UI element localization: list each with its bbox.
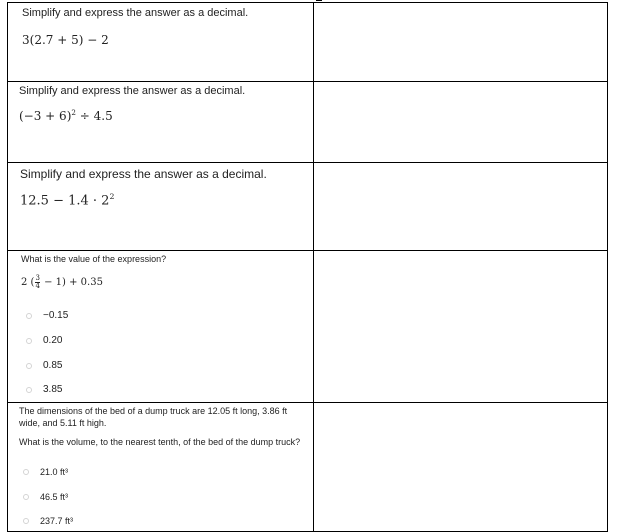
radio-icon[interactable] [26,313,32,319]
answer-cell-2[interactable] [314,82,608,163]
question-prompt: Simplify and express the answer as a decimal. [20,167,267,181]
math-expression: $(-3 + 6)^2 \div 4.5$ [19,108,113,123]
radio-icon[interactable] [23,494,29,500]
question-subprompt: What is the volume, to the nearest tenth, of the bed of the dump truck? [19,437,301,447]
option-c[interactable]: 237.7 ft³ [23,516,73,526]
question-cell-1 [8,3,314,82]
question-cell-2 [8,82,314,163]
radio-icon[interactable] [26,387,32,393]
math-expression: 2 ( $\frac{3}{4}$ − 1) + 0.35 [21,274,103,290]
table-row [8,251,608,403]
table-row [8,163,608,251]
worksheet-table [7,2,608,532]
answer-cell-4[interactable] [314,251,608,403]
option-b[interactable]: 0.20 [26,335,62,346]
radio-icon[interactable] [26,338,32,344]
table-row [8,3,608,82]
answer-cell-1[interactable] [314,3,608,82]
question-prompt: Simplify and express the answer as a decimal. [22,7,249,19]
option-b[interactable]: 46.5 ft³ [23,492,68,502]
radio-icon[interactable] [23,518,29,524]
question-prompt: The dimensions of the bed of a dump truck are 12.05 ft long, 3.86 ft wide, and 5.11 ft high. [19,406,288,428]
question-cell-4 [8,251,314,403]
question-prompt: What is the value of the expression? [21,254,167,264]
table-row [8,403,608,532]
radio-icon[interactable] [23,469,29,475]
option-d[interactable]: 3.85 [26,384,62,395]
answer-cell-3[interactable] [314,163,608,251]
question-cell-3 [8,163,314,251]
option-a[interactable]: 21.0 ft³ [23,467,68,477]
option-c[interactable]: 0.85 [26,360,62,371]
answer-cell-5[interactable] [314,403,608,532]
radio-icon[interactable] [26,363,32,369]
table-row [8,82,608,163]
option-a[interactable]: −0.15 [26,310,68,321]
question-cell-5 [8,403,314,532]
math-expression: $12.5 - 1.4 \cdot 2^2$ [20,192,115,209]
math-expression: 3(2.7 + 5) − 2 [22,33,109,47]
fraction: $\frac{3}{4}$ [35,274,40,290]
question-prompt: Simplify and express the answer as a decimal. [19,85,246,97]
